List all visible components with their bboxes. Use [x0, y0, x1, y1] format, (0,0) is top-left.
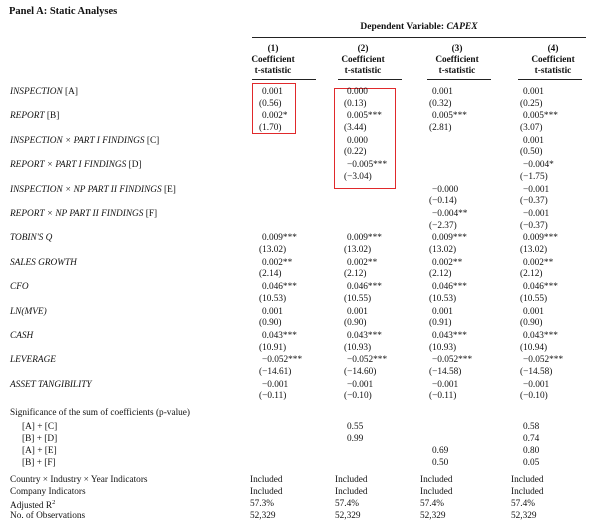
t-stat-cell: (13.02): [429, 245, 457, 255]
footer-cell: Included: [511, 475, 544, 485]
p-value-cell: 0.50: [432, 457, 449, 468]
column-number: (1): [267, 44, 279, 54]
variable-name: CFO: [10, 282, 29, 293]
footer-label: [10, 487, 86, 497]
p-value-cell: 0.05: [523, 457, 540, 468]
t-stat-cell: (10.91): [259, 342, 287, 353]
footer-cell: 57.4%: [335, 498, 360, 509]
coefficient-cell: 0.046***: [347, 282, 382, 293]
t-stat-cell: (2.12): [520, 269, 543, 280]
footer-cell: 52,329: [420, 510, 446, 521]
t-stat-cell: (−2.37): [429, 220, 457, 231]
coefficient-cell: 0.001: [262, 87, 283, 97]
coefficient-cell: −0.000: [432, 184, 459, 195]
t-stat-cell: (−0.10): [344, 391, 372, 402]
significance-label: [B] + [D]: [22, 433, 58, 444]
t-stat-cell: (0.25): [520, 98, 543, 109]
p-value-cell: 0.74: [523, 433, 540, 444]
t-stat-cell: (10.55): [520, 293, 548, 304]
coefficient-cell: 0.002**: [347, 257, 378, 268]
footer-label: [10, 475, 148, 485]
coefficient-cell: −0.052***: [347, 355, 388, 366]
footer-cell: 52,329: [511, 510, 537, 521]
t-stat-cell: (−1.75): [520, 171, 548, 182]
superscript: 2: [52, 498, 56, 506]
variable-name: SALES GROWTH: [10, 257, 77, 268]
footer-cell: 52,329: [250, 510, 276, 521]
t-stat-cell: (−14.58): [520, 367, 553, 377]
column-header-2: [333, 44, 393, 77]
variable-name: INSPECTION: [10, 87, 63, 97]
panel-title: Panel A: Static Analyses: [9, 6, 118, 17]
coefficient-cell: 0.009***: [523, 233, 558, 244]
footer-cell: Included: [250, 475, 283, 485]
column-number: (3): [451, 44, 463, 54]
footer-label-text: Adjusted R: [10, 500, 53, 511]
t-stat-cell: (0.91): [429, 318, 452, 329]
significance-header: Significance of the sum of coefficients (p-value): [10, 408, 191, 418]
coefficient-cell: 0.001: [523, 87, 544, 97]
coefficient-cell: 0.001: [523, 306, 544, 317]
coefficient-cell: 0.001: [432, 306, 453, 317]
footer-label-text: Company Indicators: [10, 486, 86, 497]
p-value-cell: 0.58: [523, 422, 540, 432]
coefficient-cell: 0.001: [432, 87, 453, 97]
coefficient-cell: 0.043***: [347, 331, 382, 341]
t-stat-cell: (10.55): [344, 293, 372, 304]
coefficient-cell: 0.005***: [432, 111, 467, 122]
significance-label: [A] + [E]: [22, 445, 57, 456]
column-number: (2): [357, 44, 369, 54]
t-stat-cell: (−0.11): [429, 391, 457, 402]
coefficient-cell: 0.043***: [523, 331, 558, 341]
coefficient-cell: 0.002**: [432, 257, 463, 268]
t-stat-cell: (10.53): [429, 293, 457, 304]
variable-name: REPORT × PART I FINDINGS: [10, 160, 127, 171]
column-number: (4): [547, 44, 559, 54]
variable-label: [10, 331, 33, 341]
p-value-cell: 0.55: [347, 422, 364, 432]
coefficient-cell: −0.001: [523, 184, 550, 195]
coefficient-cell: 0.000: [347, 87, 368, 97]
t-stat-cell: (1.70): [259, 123, 282, 133]
coefficient-cell: −0.004**: [432, 209, 468, 219]
t-stat-cell: (−14.58): [429, 367, 462, 377]
significance-label: [A] + [C]: [22, 422, 58, 432]
coefficient-cell: 0.001: [523, 135, 544, 146]
variable-name: TOBIN'S Q: [10, 233, 53, 244]
t-stat-cell: (−3.04): [344, 171, 372, 182]
t-stat-cell: (0.22): [344, 147, 367, 158]
t-stat-cell: (2.81): [429, 123, 452, 133]
footer-cell: 57.4%: [420, 498, 445, 509]
header-rule: [252, 37, 586, 38]
footer-label: [10, 499, 55, 511]
column-underline-2: [338, 79, 402, 80]
coefficient-cell: −0.004*: [523, 160, 554, 171]
coefficient-cell: 0.002**: [523, 257, 554, 268]
t-stat-cell: (0.90): [259, 318, 282, 329]
coefficient-cell: 0.005***: [523, 111, 558, 122]
t-stat-cell: (−0.11): [259, 391, 287, 402]
footer-cell: Included: [335, 486, 368, 497]
footer-cell: Included: [335, 475, 368, 485]
t-stat-cell: (10.93): [429, 342, 457, 353]
coefficient-cell: −0.001: [523, 209, 550, 219]
column-header-3: [427, 44, 487, 77]
variable-name: REPORT: [10, 111, 45, 122]
t-stat-cell: (2.12): [344, 269, 367, 280]
coefficient-cell: 0.002**: [262, 257, 293, 268]
coefficient-cell: −0.001: [347, 379, 374, 390]
p-value-cell: 0.69: [432, 445, 449, 456]
coefficient-cell: 0.009***: [262, 233, 297, 244]
p-value-cell: 0.99: [347, 433, 364, 444]
column-underline-4: [518, 79, 582, 80]
variable-label: [10, 233, 52, 243]
p-value-cell: 0.80: [523, 445, 540, 456]
t-stat-cell: (10.53): [259, 293, 287, 304]
dv-prefix: Dependent Variable:: [360, 22, 447, 32]
variable-name: REPORT × NP PART II FINDINGS: [10, 209, 144, 219]
t-stat-cell: (0.32): [429, 98, 452, 109]
footer-cell: Included: [511, 486, 544, 497]
column-header-1: [243, 44, 303, 77]
t-stat-cell: (0.56): [259, 98, 282, 109]
t-stat-cell: (0.13): [344, 98, 367, 109]
coefficient-cell: −0.005***: [347, 160, 388, 171]
t-stat-cell: (3.44): [344, 123, 367, 133]
t-stat-cell: (13.02): [259, 245, 287, 255]
footer-label: [10, 511, 85, 521]
footer-cell: Included: [420, 475, 453, 485]
variable-label: [10, 258, 77, 268]
variable-label: [10, 380, 92, 390]
variable-label: [10, 185, 176, 195]
footer-cell: 57.3%: [250, 498, 275, 509]
footer-cell: 52,329: [335, 510, 361, 521]
footer-cell: Included: [420, 486, 453, 497]
footer-cell: 57.4%: [511, 498, 536, 509]
variable-name: ASSET TANGIBILITY: [10, 379, 92, 390]
dependent-variable-header: [252, 22, 586, 32]
variable-label: [10, 87, 78, 97]
t-stat-cell: (0.50): [520, 147, 543, 158]
variable-name: LEVERAGE: [10, 355, 56, 366]
coefficient-cell: 0.009***: [432, 233, 467, 244]
column-coef-label: Coefficient: [341, 55, 385, 65]
significance-label: [B] + [F]: [22, 457, 56, 468]
coefficient-cell: −0.001: [523, 379, 550, 390]
variable-label: [10, 209, 157, 219]
t-stat-cell: (2.12): [429, 269, 452, 280]
t-stat-cell: (10.93): [344, 342, 372, 353]
coefficient-cell: −0.001: [262, 379, 289, 390]
variable-label: [10, 307, 47, 317]
t-stat-cell: (0.90): [344, 318, 367, 329]
coefficient-cell: −0.001: [432, 379, 459, 390]
column-underline-3: [427, 79, 491, 80]
column-coef-label: Coefficient: [531, 55, 575, 65]
footer-cell: Included: [250, 486, 283, 497]
coefficient-cell: −0.052***: [262, 355, 303, 366]
column-coef-label: Coefficient: [435, 55, 479, 65]
variable-label: [10, 111, 59, 121]
coefficient-cell: 0.046***: [262, 282, 297, 293]
coefficient-cell: 0.001: [262, 306, 283, 317]
column-coef-label: Coefficient: [251, 55, 295, 65]
coefficient-cell: 0.046***: [523, 282, 558, 293]
coefficient-cell: 0.043***: [262, 331, 297, 341]
t-stat-cell: (−0.14): [429, 196, 457, 207]
variable-ref: [C]: [144, 135, 160, 146]
t-stat-cell: (10.94): [520, 342, 548, 353]
variable-label: [10, 282, 29, 292]
footer-label-text: Country × Industry × Year Indicators: [10, 475, 148, 485]
variable-ref: [F]: [143, 209, 158, 219]
variable-name: INSPECTION × NP PART II FINDINGS: [10, 184, 162, 195]
coefficient-cell: 0.002*: [262, 111, 288, 122]
footer-label-text: No. of Observations: [10, 510, 86, 521]
t-stat-cell: (−14.61): [259, 367, 292, 377]
variable-ref: [E]: [161, 184, 176, 195]
t-stat-cell: (0.90): [520, 318, 543, 329]
coefficient-cell: 0.005***: [347, 111, 382, 122]
variable-label: [10, 160, 142, 170]
column-t-label: t-statistic: [254, 66, 292, 76]
t-stat-cell: (−0.10): [520, 391, 548, 402]
coefficient-cell: 0.009***: [347, 233, 382, 244]
t-stat-cell: (13.02): [520, 245, 548, 255]
variable-name: CASH: [10, 331, 34, 341]
t-stat-cell: (3.07): [520, 123, 543, 133]
coefficient-cell: 0.043***: [432, 331, 467, 341]
column-header-4: [523, 44, 583, 77]
t-stat-cell: (−0.37): [520, 196, 548, 207]
coefficient-cell: 0.001: [347, 306, 368, 317]
variable-label: [10, 355, 56, 365]
coefficient-cell: −0.052***: [432, 355, 473, 366]
t-stat-cell: (−0.37): [520, 220, 548, 231]
t-stat-cell: (−14.60): [344, 367, 377, 377]
variable-ref: [D]: [126, 160, 142, 171]
column-underline-1: [252, 79, 316, 80]
coefficient-cell: 0.046***: [432, 282, 467, 293]
coefficient-cell: −0.052***: [523, 355, 564, 366]
coefficient-cell: 0.000: [347, 135, 368, 146]
variable-ref: [A]: [62, 87, 78, 97]
dv-name: CAPEX: [446, 22, 478, 32]
variable-ref: [B]: [44, 111, 60, 122]
t-stat-cell: (13.02): [344, 245, 372, 255]
column-t-label: t-statistic: [344, 66, 382, 76]
column-t-label: t-statistic: [438, 66, 476, 76]
variable-name: INSPECTION × PART I FINDINGS: [10, 135, 145, 146]
variable-label: [10, 136, 159, 146]
t-stat-cell: (2.14): [259, 269, 282, 280]
column-t-label: t-statistic: [534, 66, 572, 76]
variable-name: LN(MVE): [10, 306, 47, 317]
